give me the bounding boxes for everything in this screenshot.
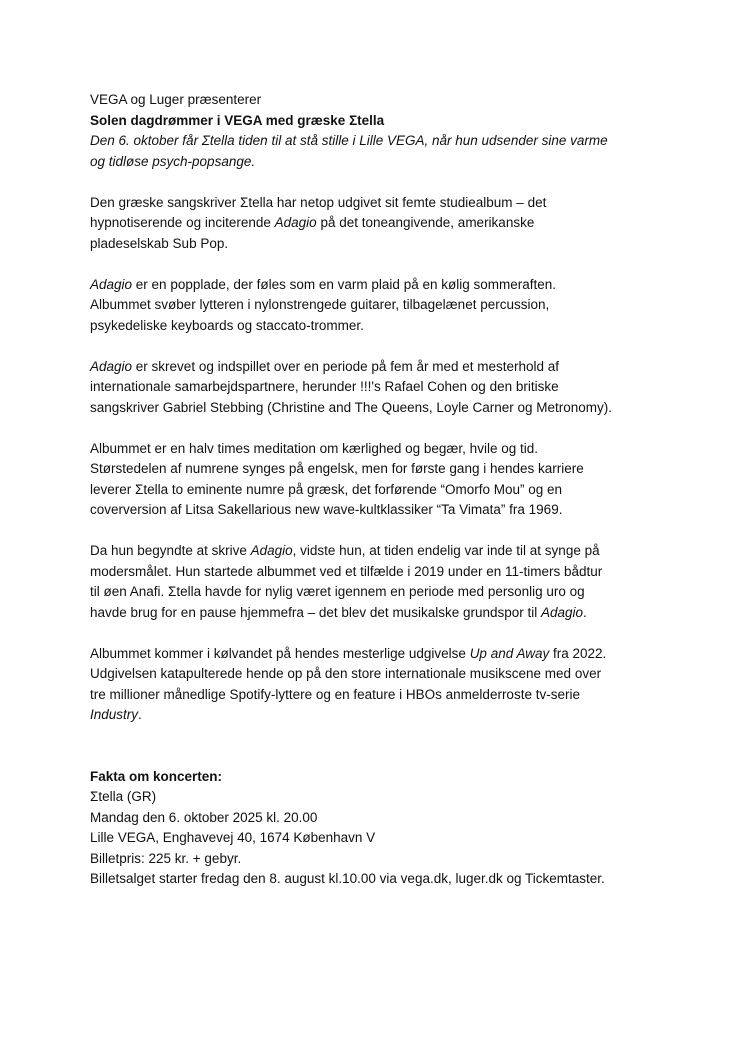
- album-title: Up and Away: [469, 645, 550, 661]
- paragraph-line: coverversion af Litsa Sakellarious new wave-kultklassiker “Ta Vimata” fra 1969.: [90, 502, 563, 517]
- paragraph-2: [90, 275, 670, 337]
- text-run: .: [138, 707, 142, 722]
- paragraph-line: Størstedelen af numrene synges på engelsk, men for første gang i hendes karriere: [90, 461, 584, 476]
- album-title: Adagio: [90, 358, 133, 374]
- text-run: havde brug for en pause hjemmefra – det blev det musikalske grundspor til: [90, 604, 541, 620]
- text-run: er skrevet og indspillet over en periode på fem år med et mesterhold af: [132, 358, 560, 374]
- paragraph-3: [90, 357, 670, 419]
- facts-artist: Σtella (GR): [90, 789, 157, 804]
- text-run: .: [583, 604, 587, 620]
- paragraph-1: [90, 193, 670, 255]
- series-title: Industry: [90, 707, 139, 722]
- text-run: på det toneangivende, amerikanske: [316, 215, 535, 230]
- paragraph-line: internationale samarbejdspartnere, herunder !!!'s Rafael Cohen og den britiske: [90, 379, 559, 394]
- paragraph-line: Udgivelsen katapulterede hende op på den store internationale musikscene med over: [90, 666, 602, 681]
- paragraph-line: Albummet er en halv times meditation om kærlighed og begær, hvile og tid.: [90, 440, 538, 456]
- facts-date: Mandag den 6. oktober 2025 kl. 20.00: [90, 809, 318, 825]
- facts-venue: Lille VEGA, Enghavevej 40, 1674 København V: [90, 830, 376, 845]
- paragraph-6: [90, 644, 670, 726]
- headline: Solen dagdrømmer i VEGA med græske Σtella: [90, 112, 385, 128]
- text-run: Da hun begyndte at skrive: [90, 543, 251, 558]
- facts-ticket-sale: Billetsalget starter fredag den 8. august kl.10.00 via vega.dk, luger.dk og Tickemtaster.: [90, 871, 605, 886]
- paragraph-line: [90, 644, 670, 665]
- facts-heading: Fakta om koncerten:: [90, 768, 223, 784]
- paragraph-line: [90, 213, 670, 234]
- paragraph-line: sangskriver Gabriel Stebbing (Christine and The Queens, Loyle Carner og Metronomy).: [90, 399, 613, 415]
- lead-line-1: Den 6. oktober får Σtella tiden til at stå stille i Lille VEGA, når hun udsender sine varme: [90, 133, 608, 148]
- album-title: Adagio: [274, 215, 317, 230]
- paragraph-line: Albummet svøber lytteren i nylonstrengede guitarer, tilbagelænet percussion,: [90, 297, 550, 312]
- paragraph-line: tre millioner månedlige Spotify-lyttere og en feature i HBOs anmelderroste tv-serie: [90, 686, 580, 702]
- text-run: , vidste hun, at tiden endelig var inde til at synge på: [292, 543, 600, 558]
- paragraph-line: [90, 357, 670, 378]
- paragraph-line: [90, 275, 670, 296]
- album-title: Adagio: [250, 543, 293, 558]
- paragraph-4: [90, 439, 670, 521]
- text-run: er en popplade, der føles som en varm plaid på en kølig sommeraften.: [132, 276, 557, 292]
- paragraph-line: psykedeliske keyboards og staccato-trommer.: [90, 317, 364, 333]
- facts-section: [90, 767, 670, 890]
- presenter-line: VEGA og Luger præsenterer: [90, 92, 262, 107]
- paragraph-line: [90, 541, 670, 562]
- paragraph-line: pladeselskab Sub Pop.: [90, 235, 229, 251]
- paragraph-line: Den græske sangskriver Σtella har netop udgivet sit femte studiealbum – det: [90, 194, 547, 210]
- paragraph-line: til øen Anafi. Σtella havde for nylig været igennem en periode med personlig uro og: [90, 584, 585, 599]
- paragraph-5: [90, 541, 670, 623]
- paragraph-line: [90, 603, 670, 624]
- paragraph-line: leverer Σtella to eminente numre på græsk, det forførende “Omorfo Mou” og en: [90, 481, 563, 497]
- paragraph-line: modersmålet. Hun startede albummet ved et tilfælde i 2019 under en 11-timers bådtur: [90, 563, 603, 579]
- lead-line-2: og tidløse psych-popsange.: [90, 153, 256, 169]
- text-run: Albummet kommer i kølvandet på hendes mesterlige udgivelse: [90, 645, 470, 661]
- text-run: fra 2022.: [549, 645, 607, 661]
- paragraph-line: [90, 705, 670, 726]
- document-body: [90, 90, 670, 890]
- facts-price: Billetpris: 225 kr. + gebyr.: [90, 850, 242, 866]
- album-title: Adagio: [90, 276, 133, 292]
- text-run: hypnotiserende og inciterende: [90, 215, 275, 230]
- album-title: Adagio: [541, 604, 584, 620]
